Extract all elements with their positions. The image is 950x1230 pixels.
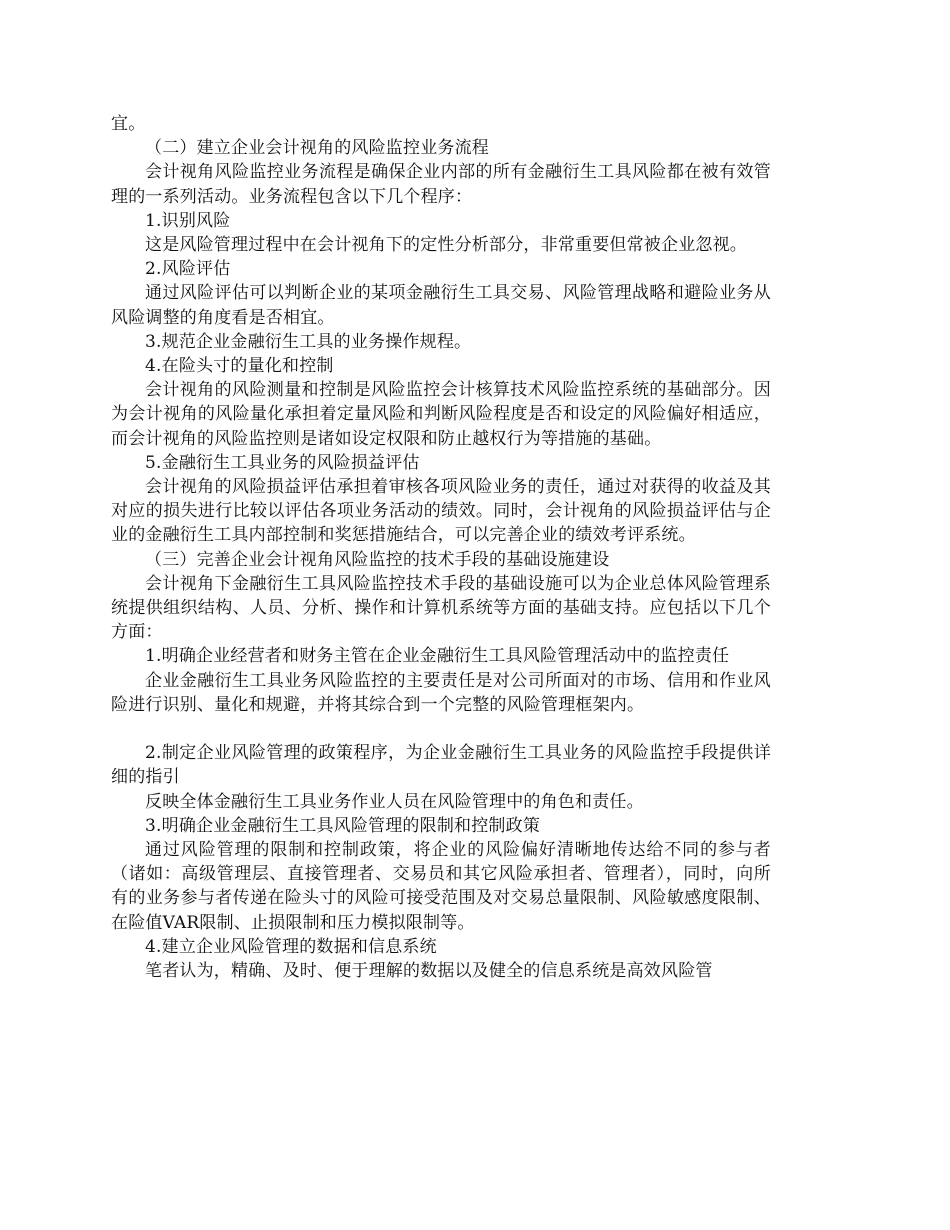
subheading: 2.风险评估: [145, 259, 231, 280]
subheading: 4.建立企业风险管理的数据和信息系统: [145, 936, 437, 957]
body-paragraph: 会计视角风险监控业务流程是确保企业内部的所有金融衍生工具风险都在被有效管理的一系列活动。业务流程包含以下几个程序：: [111, 162, 771, 207]
subheading: 2.制定企业风险管理的政策程序，为企业金融衍生工具业务的风险监控手段提供详细的指引: [111, 743, 771, 788]
body-paragraph: 企业金融衍生工具业务风险监控的主要责任是对公司所面对的市场、信用和作业风险进行识别、量化和规避，并将其综合到一个完整的风险管理框架内。: [111, 670, 771, 715]
blank-line: [111, 717, 771, 741]
body-paragraph: 通过风险评估可以判断企业的某项金融衍生工具交易、风险管理战略和避险业务从风险调整的角度看是否相宜。: [111, 283, 771, 328]
body-paragraph: 会计视角下金融衍生工具风险监控技术手段的基础设施可以为企业总体风险管理系统提供组织结构、人员、分析、操作和计算机系统等方面的基础支持。应包括以下几个方面：: [111, 573, 771, 643]
subheading: 3.规范企业金融衍生工具的业务操作规程。: [145, 331, 472, 352]
subheading: 3.明确企业金融衍生工具风险管理的限制和控制政策: [145, 815, 541, 836]
body-paragraph: 反映全体金融衍生工具业务作业人员在风险管理中的角色和责任。: [145, 791, 644, 812]
body-paragraph: 这是风险管理过程中在会计视角下的定性分析部分，非常重要但常被企业忽视。: [145, 235, 747, 256]
body-paragraph: 会计视角的风险测量和控制是风险监控会计核算技术风险监控系统的基础部分。因为会计视角的风险量化承担着定量风险和判断风险程度是否和设定的风险偏好相适应，而会计视角的风险监控则是诸如设定权限和防止越权行为等措施的基础。: [111, 380, 771, 449]
document-page: [111, 112, 771, 983]
subheading: 4.在险头寸的量化和控制: [145, 356, 334, 377]
body-paragraph: 会计视角的风险损益评估承担着审核各项风险业务的责任，通过对获得的收益及其对应的损失进行比较以评估各项业务活动的绩效。同时，会计视角的风险损益评估与企业的金融衍生工具内部控制和奖惩措施结合，可以完善企业的绩效考评系统。: [111, 477, 771, 546]
section-heading: （二）建立企业会计视角的风险监控业务流程: [145, 138, 489, 159]
subheading: 5.金融衍生工具业务的风险损益评估: [145, 452, 420, 473]
subheading: 1.识别风险: [145, 210, 231, 231]
body-paragraph: 通过风险管理的限制和控制政策，将企业的风险偏好清晰地传达给不同的参与者（诸如：高级管理层、直接管理者、交易员和其它风险承担者、管理者），同时，向所有的业务参与者传递在险头寸的风险可接受范围及对交易总量限制、风险敏感度限制、在险值VAR限制、止损限制和压力模拟限制等。: [111, 840, 771, 933]
body-paragraph: 笔者认为，精确、及时、便于理解的数据以及健全的信息系统是高效风险管: [145, 961, 713, 982]
continuation-text: 宜。: [111, 114, 146, 134]
subheading: 1.明确企业经营者和财务主管在企业金融衍生工具风险管理活动中的监控责任: [145, 646, 730, 667]
section-heading: （三）完善企业会计视角风险监控的技术手段的基础设施建设: [145, 549, 610, 570]
